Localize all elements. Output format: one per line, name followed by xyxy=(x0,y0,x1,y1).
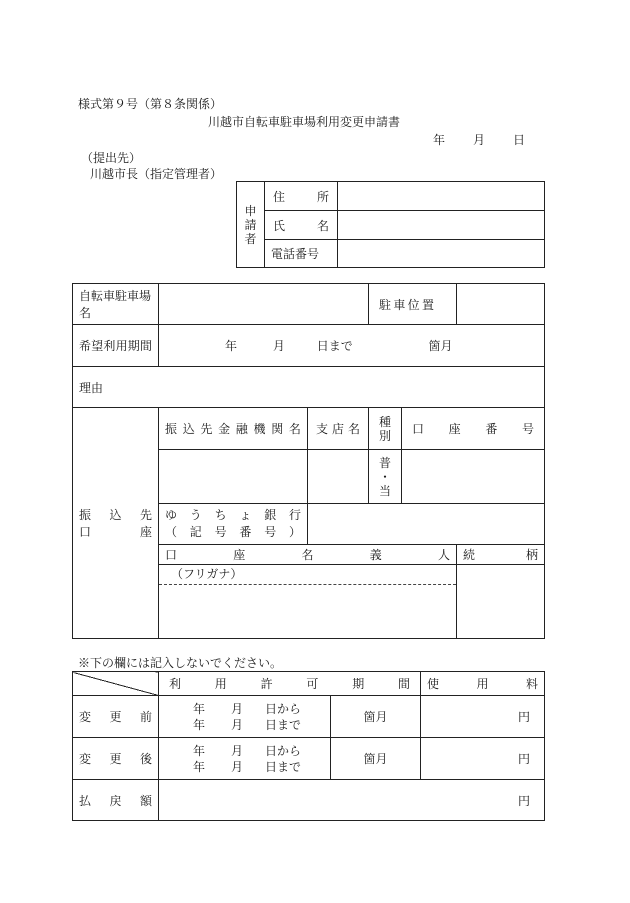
transfer-label: 振 込 先 口 座 xyxy=(73,408,159,639)
main-table xyxy=(72,283,545,639)
parking-position-field[interactable] xyxy=(457,284,545,325)
permit-period-header: 利 用 許 可 期 間 xyxy=(159,672,421,696)
relation-field[interactable] xyxy=(457,565,545,639)
before-period[interactable]: 年 月 日から 年 月 日まで xyxy=(159,696,331,738)
branch-field[interactable] xyxy=(308,450,369,504)
date-day: 日 xyxy=(512,133,525,147)
yucho-field[interactable] xyxy=(308,504,545,545)
branch-label: 支 店 名 xyxy=(308,408,369,450)
account-type-value[interactable]: 普 ・ 当 xyxy=(369,450,402,504)
period-label: 希 望 利 用 期 間 xyxy=(73,325,159,367)
address-field[interactable] xyxy=(338,182,545,211)
addressee-label: （提出先） xyxy=(81,151,142,165)
name-field[interactable] xyxy=(338,211,545,240)
refund-label: 払 戻 額 xyxy=(73,780,159,821)
date-line xyxy=(433,131,525,148)
parking-name-field[interactable] xyxy=(159,284,369,325)
period-field[interactable]: 年 月 日まで 箇月 xyxy=(159,325,545,367)
before-label: 変 更 前 xyxy=(73,696,159,738)
corner-cell xyxy=(73,672,159,696)
yucho-label: ゆ う ち ょ 銀 行 （ 記 号 番 号 ） xyxy=(159,504,308,545)
applicant-table xyxy=(236,181,545,268)
reason-label: 理由 xyxy=(79,380,104,395)
office-table xyxy=(72,671,545,821)
bank-name-field[interactable] xyxy=(159,450,308,504)
date-month: 月 xyxy=(472,133,485,147)
account-number-label: 口 座 番 号 xyxy=(402,408,545,450)
phone-label: 電話番号 xyxy=(265,240,338,268)
account-holder-label: 口 座 名 義 人 xyxy=(159,545,457,565)
after-label: 変 更 後 xyxy=(73,738,159,780)
furigana-label: （フリガナ） xyxy=(159,565,456,585)
date-year: 年 xyxy=(433,133,446,147)
phone-field[interactable] xyxy=(338,240,545,268)
bank-name-label: 振 込 先 金 融 機 関 名 xyxy=(159,408,308,450)
account-type-label: 種 別 xyxy=(369,408,402,450)
after-fee[interactable]: 円 xyxy=(421,738,545,780)
account-number-field[interactable] xyxy=(402,450,545,504)
before-fee[interactable]: 円 xyxy=(421,696,545,738)
name-label: 氏 名 xyxy=(265,211,338,240)
fee-header: 使 用 料 xyxy=(421,672,545,696)
page-title: 川越市自転車駐車場利用変更申請書 xyxy=(208,115,401,129)
parking-position-label: 駐 車 位 置 xyxy=(369,284,457,325)
relation-label: 続 柄 xyxy=(457,545,545,565)
addressee: 川越市長（指定管理者） xyxy=(90,167,223,181)
before-months[interactable]: 箇月 xyxy=(331,696,421,738)
parking-name-label: 自転車駐車場名 xyxy=(73,284,159,325)
form-number: 様式第９号（第８条関係） xyxy=(78,97,223,111)
after-months[interactable]: 箇月 xyxy=(331,738,421,780)
account-holder-field[interactable] xyxy=(159,565,457,639)
refund-amount[interactable]: 円 xyxy=(159,780,545,821)
applicant-label: 申 請 者 xyxy=(237,182,265,268)
office-note: ※下の欄には記入しないでください。 xyxy=(78,656,283,670)
after-period[interactable]: 年 月 日から 年 月 日まで xyxy=(159,738,331,780)
reason-field[interactable] xyxy=(73,367,545,408)
address-label: 住 所 xyxy=(265,182,338,211)
